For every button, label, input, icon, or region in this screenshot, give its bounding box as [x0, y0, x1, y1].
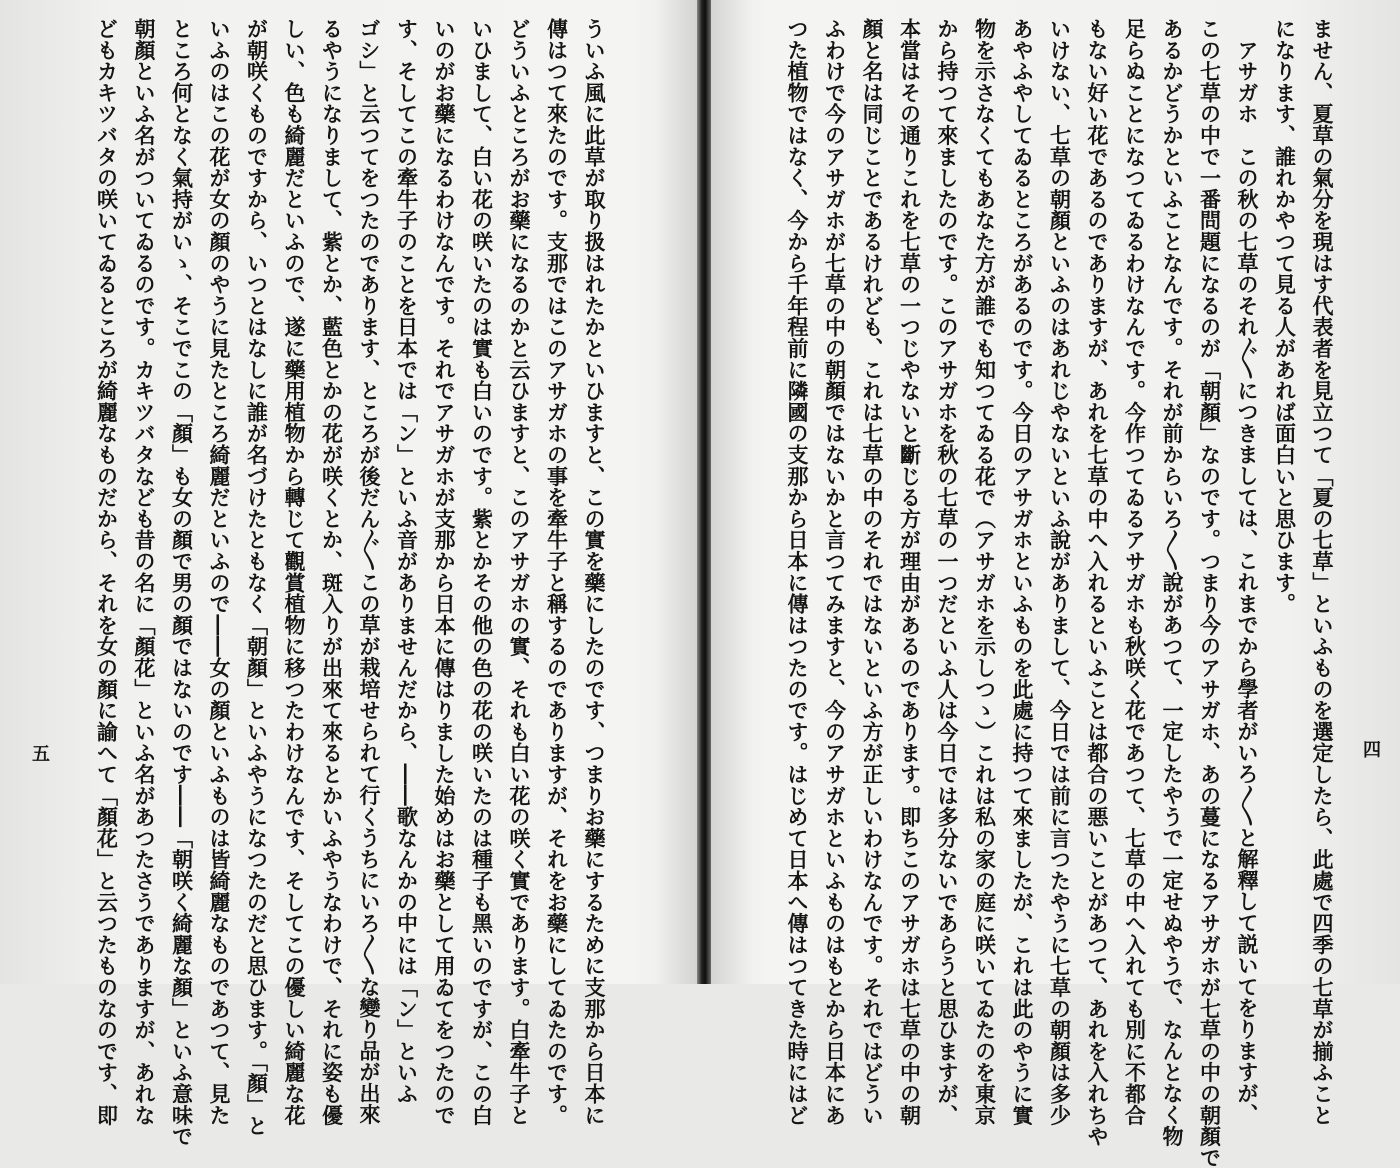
text-line: つた植物ではなく、今から千年程前に隣國の支那から日本に傳はつたのです。はじめて日本へ傳はつてきた時にはど — [785, 18, 810, 1126]
text-line: す、そしてこの牽牛子のことを日本では「ン」といふ音がありませんだから、――歌なんかの中には「ン」といふ — [394, 18, 420, 1105]
text-line: どもカキツバタの咲いてゐるところが綺麗なものだから、それを女の顏に諭へて「顏花」と云つたものなのです、即 — [94, 18, 120, 1126]
text-line: もない好い花であるのでありますが、あれを七草の中へ入れるといふことは都合の悪いことがあつて、あれを入れちや — [1085, 18, 1110, 1147]
text-line: いふのはこの花が女の顏のやうに見たところ綺麗だといふので――女の顏といふものは皆綺麗なものであつて、見た — [207, 18, 232, 1126]
text-line: 足らぬことになつてゐるわけなんです。今作つてゐるアサガホも秋咲く花であつて、七草の中へ入れても別に不都合 — [1122, 18, 1148, 1126]
right-page — [711, 0, 1400, 1168]
text-line: あるかどうかといふことなんです。それが前からいろ〳〵說があつて、一定したやうで一定せぬやうで、なんとなく物 — [1160, 18, 1185, 1147]
text-line: あやふやしてゐるところがあるのです。今日のアサガホといふものを此處に持つて來ましたが、これは此のやうに實 — [1010, 18, 1035, 1126]
text-line: から持つて來ましたのです。このアサガホを秋の七草の一つだといふ人は今日では多分ないであらうと思ひますが、 — [935, 18, 960, 1126]
page-number: 四 — [1360, 740, 1381, 758]
text-line: どういふところがお藥になるのかと云ひますと、このアサガホの實、それも白い花の咲く實であります。白牽牛子と — [507, 18, 532, 1126]
text-line: 本當はその通りこれを七草の一つじやないと斷じる方が理由があるのであります。即ちこのアサガホは七草の中の朝 — [897, 18, 923, 1126]
text-line: 朝顏といふ名がついてゐるのです。カキツバタなども昔の名に「顏花」といふ名があつたさうでありますが、あれな — [132, 18, 157, 1126]
text-line: 物を示さなくてもあなた方が誰でも知つてゐる花で（アサガホを示しつゝ）これは私の家の庭に咲いてゐたのを東京 — [972, 18, 998, 1126]
text-line: アサガホ この秋の七草のそれ〴〵につきましては、これまでから學者がいろ〳〵と解釋して説いてをりますが、 — [1235, 18, 1260, 1125]
text-line: いけない、七草の朝顏といふのはあれじやないといふ說がありまして、今日では前に言つたやうに七草の朝顏は多少 — [1047, 18, 1073, 1126]
gutter-shadow — [711, 0, 753, 984]
text-line: 顏と名は同じことであるけれども、これは七草の中のそれではないといふ方が正しいわけなんです。それではどうい — [860, 18, 885, 1126]
left-page-text — [88, 18, 613, 1147]
text-line: いのがお藥になるわけなんです。それでアサガホが支那から日本に傳はりました始めはお藥として用ゐてをつたので — [432, 18, 457, 1126]
book-gutter — [697, 0, 711, 984]
text-line: ふわけで今のアサガホが七草の中の朝顏ではないかと言つてみますと、今のアサガホといふものはもとから日本にあ — [822, 18, 848, 1126]
left-page — [0, 0, 697, 1147]
text-line: いひまして、白い花の咲いたのは實も白いのです。紫とかその他の色の花の咲いたのは種子も黑いのですが、この白 — [469, 18, 495, 1126]
text-line: るやうになりまして、紫とか、藍色とかの花が咲くとか、斑入りが出來て來るとかいふやうなわけで、それに姿も優 — [319, 18, 345, 1126]
right-page-text — [739, 18, 1341, 1168]
text-line: ません、夏草の氣分を現はす代表者を見立つて「夏の七草」といふものを選定したら、此處で四季の七草が揃ふこと — [1310, 18, 1335, 1126]
text-line: ういふ風に此草が取り扱はれたかといひますと、この實を藥にしたのです、つまりお藥にするために支那から日本に — [582, 18, 607, 1126]
text-line: ところ何となく氣持がいゝ、そこでこの「顏」も女の顏で男の顏ではないのです――「朝咲く綺麗な顏」といふ意味で — [169, 18, 195, 1147]
page-number: 五 — [29, 744, 50, 762]
text-line: が朝咲くものですから、いつとはなしに誰が名づけたともなく「朝顏」といふやうになつたのだと思ひます。「顏」と — [244, 18, 270, 1137]
text-line: になります、誰れかやつて見る人があれば面白いと思ひます。 — [1272, 18, 1298, 615]
text-line: この七草の中で一番問題になるのが「朝顏」なのです。つまり今のアサガホ、あの蔓になるアサガホが七草の中の朝顏で — [1197, 18, 1223, 1168]
text-line: ゴシ」と云つてをつたのであります、ところが後だん〴〵この草が栽培せられて行くうちにいろ〳〵な變り品が出來 — [357, 18, 382, 1125]
text-line: しい、色も綺麗だといふので、遂に藥用植物から轉じて觀賞植物に移つたわけなんです、そしてこの優しい綺麗な花 — [282, 18, 307, 1126]
text-line: 傳はつて來たのです。支那ではこのアサガホの事を牽牛子と稱するのでありますが、それをお藥にしてゐたのです。 — [544, 18, 570, 1126]
